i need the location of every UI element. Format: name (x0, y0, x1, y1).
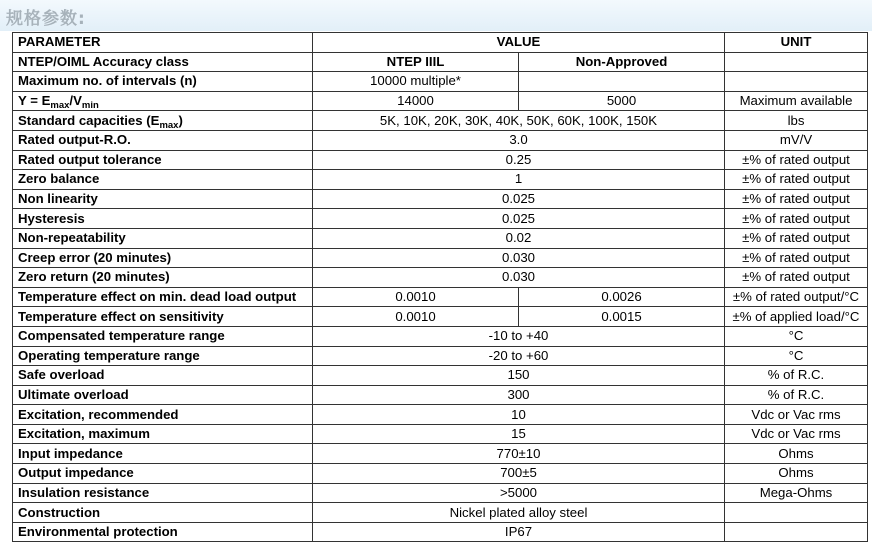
value-cell-1: NTEP IIIL (313, 52, 519, 72)
table-row (13, 503, 868, 523)
value-cell-2: 0.0015 (519, 307, 725, 327)
unit-cell: Ohms (725, 444, 868, 464)
value-cell: IP67 (313, 522, 725, 542)
table-row (13, 424, 868, 444)
table-row (13, 91, 868, 111)
unit-cell: ±% of rated output (725, 150, 868, 170)
value-cell-1: 0.0010 (313, 307, 519, 327)
param-cell: Zero return (20 minutes) (13, 268, 313, 288)
value-cell-1: 14000 (313, 91, 519, 111)
unit-cell: ±% of rated output (725, 170, 868, 190)
value-cell: Nickel plated alloy steel (313, 503, 725, 523)
header-value: VALUE (313, 33, 725, 53)
value-cell: -20 to +60 (313, 346, 725, 366)
unit-cell: ±% of rated output (725, 209, 868, 229)
param-subscript: min (81, 100, 99, 111)
unit-cell (725, 503, 868, 523)
unit-cell: Mega-Ohms (725, 483, 868, 503)
table-row (13, 366, 868, 386)
unit-cell: °C (725, 346, 868, 366)
param-cell: NTEP/OIML Accuracy class (13, 52, 313, 72)
value-cell: 10 (313, 405, 725, 425)
table-row (13, 111, 868, 131)
param-cell: Compensated temperature range (13, 326, 313, 346)
value-cell: 0.025 (313, 189, 725, 209)
param-cell: Temperature effect on min. dead load output (13, 287, 313, 307)
unit-cell: Vdc or Vac rms (725, 405, 868, 425)
param-cell: Temperature effect on sensitivity (13, 307, 313, 327)
param-text: ) (178, 112, 183, 128)
param-subscript: max (159, 119, 179, 131)
spec-table (12, 32, 868, 542)
param-cell: Excitation, recommended (13, 405, 313, 425)
unit-cell: % of R.C. (725, 366, 868, 386)
value-cell: 150 (313, 366, 725, 386)
table-row (13, 464, 868, 484)
table-header-row (13, 33, 868, 53)
value-cell: 0.25 (313, 150, 725, 170)
param-cell: Insulation resistance (13, 483, 313, 503)
value-cell-2: 0.0026 (519, 287, 725, 307)
param-cell: Input impedance (13, 444, 313, 464)
unit-cell: Vdc or Vac rms (725, 424, 868, 444)
unit-cell: lbs (725, 111, 868, 131)
param-text: /V (69, 93, 82, 109)
unit-cell: Ohms (725, 464, 868, 484)
value-cell: 1 (313, 170, 725, 190)
value-cell: 770±10 (313, 444, 725, 464)
param-cell: Rated output-R.O. (13, 130, 313, 150)
value-cell: 15 (313, 424, 725, 444)
header-parameter: PARAMETER (13, 33, 313, 53)
value-cell: >5000 (313, 483, 725, 503)
value-cell-2: Non-Approved (519, 52, 725, 72)
value-cell-1: 0.0010 (313, 287, 519, 307)
table-row (13, 444, 868, 464)
value-cell-2 (519, 72, 725, 92)
param-cell: Maximum no. of intervals (n) (13, 72, 313, 92)
param-cell: Construction (13, 503, 313, 523)
param-cell: Environmental protection (13, 522, 313, 542)
param-cell: Operating temperature range (13, 346, 313, 366)
value-cell: 0.02 (313, 228, 725, 248)
table-row (13, 307, 868, 327)
value-cell: 700±5 (313, 464, 725, 484)
value-cell: 5K, 10K, 20K, 30K, 40K, 50K, 60K, 100K, 150K (313, 111, 725, 131)
param-cell: Hysteresis (13, 209, 313, 229)
unit-cell: Maximum available (725, 91, 868, 111)
header-unit: UNIT (725, 33, 868, 53)
value-cell: 0.030 (313, 248, 725, 268)
value-cell-1: 10000 multiple* (313, 72, 519, 92)
table-row (13, 522, 868, 542)
table-row (13, 150, 868, 170)
param-cell: Safe overload (13, 366, 313, 386)
unit-cell (725, 522, 868, 542)
unit-cell: % of R.C. (725, 385, 868, 405)
unit-cell: ±% of rated output (725, 248, 868, 268)
table-row (13, 228, 868, 248)
value-cell: 3.0 (313, 130, 725, 150)
table-row (13, 209, 868, 229)
unit-cell: ±% of rated output (725, 228, 868, 248)
table-row (13, 405, 868, 425)
param-cell: Creep error (20 minutes) (13, 248, 313, 268)
unit-cell: ±% of applied load/°C (725, 307, 868, 327)
table-row (13, 385, 868, 405)
section-title: 规格参数: (6, 9, 86, 29)
table-row (13, 72, 868, 92)
unit-cell (725, 52, 868, 72)
param-cell (13, 91, 313, 111)
table-row (13, 52, 868, 72)
unit-cell: ±% of rated output (725, 268, 868, 288)
table-row (13, 287, 868, 307)
table-row (13, 170, 868, 190)
value-cell: 0.025 (313, 209, 725, 229)
value-cell: -10 to +40 (313, 326, 725, 346)
param-cell: Non-repeatability (13, 228, 313, 248)
table-row (13, 130, 868, 150)
value-cell: 0.030 (313, 268, 725, 288)
param-cell (13, 111, 313, 131)
param-cell: Excitation, maximum (13, 424, 313, 444)
param-cell: Non linearity (13, 189, 313, 209)
param-text: Y = E (18, 93, 51, 109)
param-cell: Ultimate overload (13, 385, 313, 405)
param-cell: Zero balance (13, 170, 313, 190)
value-cell: 300 (313, 385, 725, 405)
table-row (13, 346, 868, 366)
value-cell-2: 5000 (519, 91, 725, 111)
param-cell: Rated output tolerance (13, 150, 313, 170)
table-row (13, 268, 868, 288)
table-row (13, 483, 868, 503)
param-subscript: max (50, 100, 70, 111)
param-cell: Output impedance (13, 464, 313, 484)
section-header-bar (0, 0, 872, 31)
unit-cell: ±% of rated output (725, 189, 868, 209)
unit-cell: mV/V (725, 130, 868, 150)
table-row (13, 248, 868, 268)
table-row (13, 326, 868, 346)
unit-cell: °C (725, 326, 868, 346)
table-row (13, 189, 868, 209)
param-text: Standard capacities (E (18, 112, 160, 128)
unit-cell: ±% of rated output/°C (725, 287, 868, 307)
unit-cell (725, 72, 868, 92)
